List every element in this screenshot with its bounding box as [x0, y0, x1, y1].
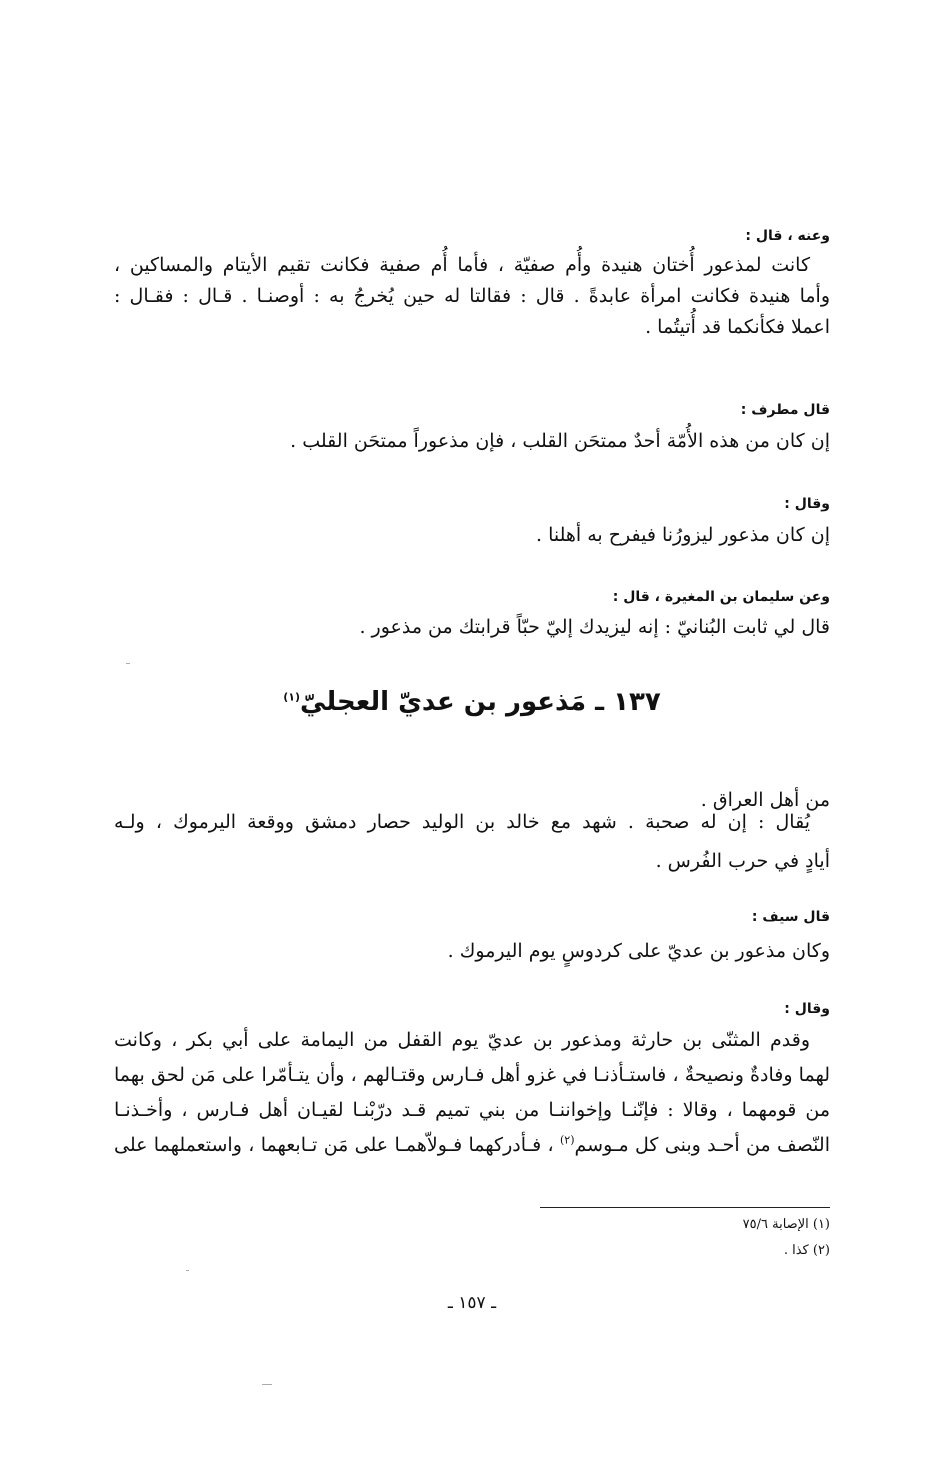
section-2	[114, 400, 830, 457]
narration-label: وعن سليمان بن المغيرة ، قال :	[612, 589, 830, 605]
text-line: إن كان مذعور ليزورُنا فيفرح به أهلنا .	[535, 524, 830, 546]
section-1	[114, 226, 830, 343]
scan-speck	[186, 1270, 189, 1271]
footnote-rule	[540, 1207, 830, 1208]
narration-label: وقال :	[784, 1001, 830, 1017]
text-line: من أهل العراق .	[700, 789, 830, 811]
footnote: (١) الإصابة ٧٥/٦	[742, 1217, 830, 1232]
text-segment: النّصف من أحـد وبنى كل مـوسم	[574, 1134, 830, 1156]
footnotes	[114, 1212, 830, 1264]
text-segment: ، فـأدركهما فـولاّهمـا على مَن تـابعهما ، واستعملهما على	[114, 1134, 560, 1156]
text-line: كانت لمذعور أُختان هنيدة وأُم صفيّة ، فأما أُم صفية فكانت تقيم الأيتام والمساكين ،	[114, 254, 810, 276]
section-4	[114, 587, 830, 643]
entry-heading	[0, 682, 944, 722]
scan-speck	[126, 663, 130, 664]
text-line: وقدم المثنّى بن حارثة ومذعور بن عديّ يوم القفل من اليمامة على أبي بكر ، وكانت	[114, 1029, 810, 1051]
text-line: وكان مذعور بن عديّ على كردوسٍ يوم اليرموك .	[447, 940, 830, 962]
narration-label: قال مطرف :	[740, 402, 830, 418]
section-sayf	[114, 907, 830, 967]
text-line: اعملا فكأنكما قد أُتيتُما .	[645, 316, 830, 338]
narration-label: وعنه ، قال :	[745, 228, 830, 244]
text-line: يُقال : إن له صحبة . شهد مع خالد بن الوليد حصار دمشق ووقعة اليرموك ، ولـه	[114, 811, 810, 833]
page-number: ـ ١٥٧ ـ	[447, 1293, 497, 1313]
text-line: لهما وفادةٌ ونصيحةٌ ، فاستـأذنـا في غزو أهل فـارس وقتـالهم ، وأن يتـأمّرا على مَن لحق بهما	[114, 1064, 830, 1086]
text-line: إن كان من هذه الأُمّة أحدٌ ممتحَن القلب ، فإن مذعوراً ممتحَن القلب .	[290, 430, 830, 452]
narration-label: قال سيف :	[751, 909, 830, 925]
text-line: أيادٍ في حرب الفُرس .	[655, 850, 830, 872]
section-last	[114, 999, 830, 1161]
narration-label: وقال :	[784, 496, 830, 512]
section-3	[114, 494, 830, 551]
heading-text: ١٣٧ ـ مَذعور بن عديّ العجليّ	[300, 687, 661, 717]
text-line: قال لي ثابت البُنانيّ : إنه ليزيدك إليّ حبّاً قرابتك من مذعور .	[359, 616, 830, 638]
footnote-mark: (٢)	[559, 1133, 575, 1147]
scan-speck	[262, 1384, 272, 1385]
text-line: من قومهما ، وقالا : فإنّنـا وإخواننـا من بني تميم قـد درّبْنـا لقيـان أهل فـارس ، وأخـذنـا	[114, 1099, 830, 1121]
text-line: وأما هنيدة فكانت امرأة عابدةً . قال : فقالتا له حين يُخرجُ به : أوصنـا . قـال : فقـال :	[114, 285, 830, 307]
bio-paragraph	[114, 807, 830, 877]
text-line-with-note	[114, 1130, 830, 1161]
footnote-mark: (١)	[283, 690, 301, 704]
footnote: (٢) كذا .	[783, 1243, 830, 1258]
